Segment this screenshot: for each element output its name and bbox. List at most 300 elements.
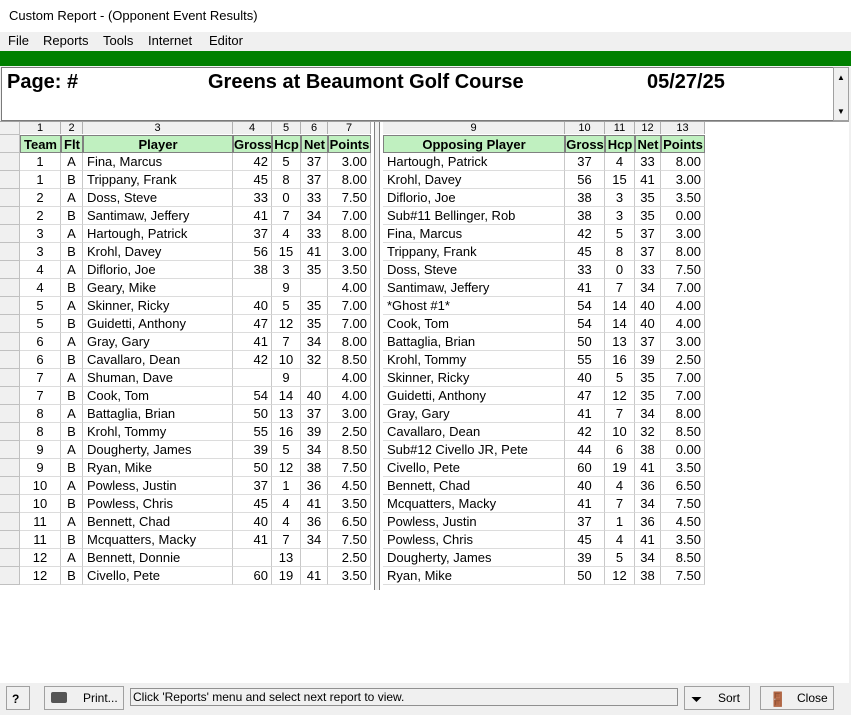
table-cell: 2 bbox=[20, 207, 61, 225]
table-cell: 4 bbox=[20, 261, 61, 279]
table-cell: 4.00 bbox=[661, 315, 705, 333]
table-cell: Mcquatters, Macky bbox=[383, 495, 565, 513]
table-cell: Skinner, Ricky bbox=[83, 297, 233, 315]
table-cell: 40 bbox=[233, 513, 272, 531]
column-header[interactable]: Player bbox=[83, 135, 233, 153]
row-selector[interactable] bbox=[0, 315, 20, 333]
table-cell: 34 bbox=[301, 333, 328, 351]
column-header[interactable]: Hcp bbox=[272, 135, 301, 153]
table-cell: 10 bbox=[272, 351, 301, 369]
table-cell: 5 bbox=[272, 153, 301, 171]
table-cell: 1 bbox=[20, 171, 61, 189]
table-cell: 8 bbox=[20, 423, 61, 441]
row-selector[interactable] bbox=[0, 207, 20, 225]
table-cell: 3.50 bbox=[661, 189, 705, 207]
column-number: 10 bbox=[565, 122, 605, 134]
table-cell: A bbox=[61, 333, 83, 351]
column-header[interactable]: Points bbox=[329, 137, 370, 152]
table-cell: 41 bbox=[301, 567, 328, 585]
table-cell: 7 bbox=[605, 405, 635, 423]
table-cell: 41 bbox=[565, 495, 605, 513]
row-selector[interactable] bbox=[0, 333, 20, 351]
table-cell: B bbox=[61, 387, 83, 405]
table-cell: 44 bbox=[565, 441, 605, 459]
table-cell: 4.50 bbox=[661, 513, 705, 531]
table-cell: Hartough, Patrick bbox=[383, 153, 565, 171]
column-number: 12 bbox=[635, 122, 661, 134]
table-cell: 41 bbox=[635, 171, 661, 189]
row-selector[interactable] bbox=[0, 297, 20, 315]
table-cell: Gray, Gary bbox=[383, 405, 565, 423]
table-cell: 13 bbox=[272, 549, 301, 567]
column-header[interactable]: Flt bbox=[61, 135, 83, 153]
table-cell: 36 bbox=[301, 513, 328, 531]
table-cell: 33 bbox=[301, 189, 328, 207]
table-cell: A bbox=[61, 261, 83, 279]
column-header[interactable]: Team bbox=[20, 135, 61, 153]
table-cell: 35 bbox=[301, 261, 328, 279]
column-number: 11 bbox=[605, 122, 635, 134]
table-cell: Krohl, Tommy bbox=[83, 423, 233, 441]
table-cell: B bbox=[61, 207, 83, 225]
table-cell: 37 bbox=[635, 333, 661, 351]
menu-editor[interactable]: Editor bbox=[209, 33, 243, 48]
table-cell: 41 bbox=[635, 459, 661, 477]
table-cell: 47 bbox=[233, 315, 272, 333]
scroll-up-icon[interactable]: ▲ bbox=[837, 73, 845, 82]
close-label: Close bbox=[797, 691, 828, 705]
table-cell: 42 bbox=[233, 153, 272, 171]
table-cell: 37 bbox=[565, 153, 605, 171]
table-cell: 7 bbox=[20, 369, 61, 387]
table-cell: 32 bbox=[301, 351, 328, 369]
sort-button[interactable] bbox=[684, 686, 750, 710]
table-cell: Krohl, Davey bbox=[383, 171, 565, 189]
table-cell: 41 bbox=[635, 531, 661, 549]
table-cell: 7.50 bbox=[328, 531, 371, 549]
table-cell: Fina, Marcus bbox=[83, 153, 233, 171]
sort-label: Sort bbox=[718, 691, 741, 705]
table-cell: 60 bbox=[565, 459, 605, 477]
menu-bar bbox=[0, 32, 851, 50]
table-cell: 37 bbox=[301, 153, 328, 171]
column-header[interactable]: Points bbox=[661, 135, 705, 153]
column-header[interactable]: Hcp bbox=[605, 135, 635, 153]
table-cell: 7.50 bbox=[328, 189, 371, 207]
table-cell: Trippany, Frank bbox=[83, 171, 233, 189]
table-cell: 39 bbox=[301, 423, 328, 441]
table-cell: A bbox=[61, 405, 83, 423]
status-bar bbox=[0, 683, 851, 715]
table-cell: 13 bbox=[605, 333, 635, 351]
table-cell: 41 bbox=[565, 279, 605, 297]
table-cell: Civello, Pete bbox=[383, 459, 565, 477]
table-cell: 3.00 bbox=[328, 153, 371, 171]
column-number: 1 bbox=[20, 122, 61, 134]
table-cell: Bennett, Chad bbox=[83, 513, 233, 531]
table-cell: 38 bbox=[635, 441, 661, 459]
table-cell: 40 bbox=[565, 369, 605, 387]
table-cell: 33 bbox=[301, 225, 328, 243]
table-cell: 36 bbox=[301, 477, 328, 495]
table-cell: 35 bbox=[635, 387, 661, 405]
table-cell: 35 bbox=[301, 297, 328, 315]
column-number: 2 bbox=[61, 122, 83, 134]
table-cell: 8.00 bbox=[661, 153, 705, 171]
table-cell: B bbox=[61, 351, 83, 369]
table-cell: 34 bbox=[635, 279, 661, 297]
table-cell: 38 bbox=[565, 207, 605, 225]
table-cell: 2.50 bbox=[661, 351, 705, 369]
course-title: Greens at Beaumont Golf Course bbox=[208, 71, 524, 93]
table-cell: B bbox=[61, 315, 83, 333]
table-cell: 7.00 bbox=[328, 297, 371, 315]
table-cell bbox=[233, 279, 272, 297]
column-header[interactable]: Gross bbox=[234, 137, 272, 152]
page-label: Page: # bbox=[7, 71, 79, 93]
table-cell: B bbox=[61, 423, 83, 441]
table-cell: 38 bbox=[565, 189, 605, 207]
row-selector[interactable] bbox=[0, 387, 20, 405]
table-cell: 60 bbox=[233, 567, 272, 585]
table-cell: 10 bbox=[20, 495, 61, 513]
table-cell bbox=[301, 279, 328, 297]
table-cell: 33 bbox=[233, 189, 272, 207]
table-cell: 15 bbox=[272, 243, 301, 261]
table-cell: 19 bbox=[605, 459, 635, 477]
table-cell: 7 bbox=[605, 279, 635, 297]
table-cell: 37 bbox=[301, 171, 328, 189]
row-selector[interactable] bbox=[0, 423, 20, 441]
column-header[interactable]: Net bbox=[635, 135, 661, 153]
column-header[interactable]: Net bbox=[301, 135, 328, 153]
table-cell: 4 bbox=[605, 153, 635, 171]
table-cell: 2.50 bbox=[328, 423, 371, 441]
table-cell: 7 bbox=[20, 387, 61, 405]
table-cell: 34 bbox=[635, 495, 661, 513]
column-number: 3 bbox=[83, 122, 233, 134]
table-cell: 9 bbox=[20, 441, 61, 459]
table-cell: 50 bbox=[565, 567, 605, 585]
table-cell: 54 bbox=[565, 315, 605, 333]
table-cell: 1 bbox=[605, 513, 635, 531]
table-cell: 41 bbox=[233, 531, 272, 549]
table-cell: 3.00 bbox=[661, 171, 705, 189]
table-cell: Mcquatters, Macky bbox=[83, 531, 233, 549]
table-cell: 36 bbox=[635, 477, 661, 495]
table-cell: Bennett, Chad bbox=[383, 477, 565, 495]
table-cell: 7 bbox=[272, 531, 301, 549]
table-cell: Sub#12 Civello JR, Pete bbox=[383, 441, 565, 459]
table-cell: 42 bbox=[233, 351, 272, 369]
table-cell: B bbox=[61, 567, 83, 585]
table-cell: Santimaw, Jeffery bbox=[383, 279, 565, 297]
table-cell: 37 bbox=[565, 513, 605, 531]
table-cell: 3.00 bbox=[328, 405, 371, 423]
table-cell: 50 bbox=[565, 333, 605, 351]
table-cell: 11 bbox=[20, 531, 61, 549]
table-cell: A bbox=[61, 297, 83, 315]
table-cell: A bbox=[61, 477, 83, 495]
table-cell: 7.00 bbox=[661, 369, 705, 387]
table-cell: 40 bbox=[565, 477, 605, 495]
table-cell: 0 bbox=[605, 261, 635, 279]
table-cell: Dougherty, James bbox=[83, 441, 233, 459]
table-cell: 47 bbox=[565, 387, 605, 405]
table-cell: 37 bbox=[635, 225, 661, 243]
table-cell: 10 bbox=[20, 477, 61, 495]
table-cell: 37 bbox=[233, 225, 272, 243]
table-cell: 1 bbox=[20, 153, 61, 171]
table-cell: 14 bbox=[605, 315, 635, 333]
table-cell: Battaglia, Brian bbox=[383, 333, 565, 351]
table-cell: 41 bbox=[301, 243, 328, 261]
table-cell: Sub#11 Bellinger, Rob bbox=[383, 207, 565, 225]
table-cell: 42 bbox=[565, 423, 605, 441]
column-number: 4 bbox=[233, 122, 272, 134]
row-selector[interactable] bbox=[0, 153, 20, 171]
table-cell: 50 bbox=[233, 459, 272, 477]
row-selector[interactable] bbox=[0, 477, 20, 495]
table-cell: 7 bbox=[605, 495, 635, 513]
table-cell: 7.00 bbox=[661, 279, 705, 297]
table-cell: 3 bbox=[20, 243, 61, 261]
table-cell: 38 bbox=[635, 567, 661, 585]
table-cell: 11 bbox=[20, 513, 61, 531]
table-cell: A bbox=[61, 549, 83, 567]
row-selector[interactable] bbox=[0, 225, 20, 243]
print-button[interactable] bbox=[44, 686, 124, 710]
column-number: 6 bbox=[301, 122, 328, 134]
header-scrollbar[interactable] bbox=[833, 67, 849, 121]
table-cell: 4 bbox=[272, 513, 301, 531]
table-cell: 35 bbox=[635, 207, 661, 225]
table-cell: 5 bbox=[20, 315, 61, 333]
row-selector[interactable] bbox=[0, 369, 20, 387]
table-cell: 3.50 bbox=[328, 495, 371, 513]
table-cell: 4 bbox=[272, 495, 301, 513]
table-cell: 3.00 bbox=[661, 333, 705, 351]
table-cell: 50 bbox=[233, 405, 272, 423]
row-selector[interactable] bbox=[0, 567, 20, 585]
table-cell: 0 bbox=[272, 189, 301, 207]
table-cell: 38 bbox=[233, 261, 272, 279]
table-cell: Santimaw, Jeffery bbox=[83, 207, 233, 225]
print-label: Print... bbox=[83, 691, 118, 705]
table-cell: 6 bbox=[20, 351, 61, 369]
table-cell: 12 bbox=[272, 315, 301, 333]
table-cell: 19 bbox=[272, 567, 301, 585]
table-cell: 8.00 bbox=[328, 171, 371, 189]
row-selector[interactable] bbox=[0, 441, 20, 459]
table-cell: Cavallaro, Dean bbox=[383, 423, 565, 441]
table-cell: A bbox=[61, 369, 83, 387]
table-cell: 4.00 bbox=[328, 369, 371, 387]
table-cell: Diflorio, Joe bbox=[383, 189, 565, 207]
table-cell: 7.50 bbox=[328, 459, 371, 477]
row-selector[interactable] bbox=[0, 513, 20, 531]
table-cell: 33 bbox=[565, 261, 605, 279]
row-selector[interactable] bbox=[0, 243, 20, 261]
table-cell: 41 bbox=[233, 207, 272, 225]
row-selector[interactable] bbox=[0, 459, 20, 477]
table-cell: 15 bbox=[605, 171, 635, 189]
table-cell bbox=[301, 549, 328, 567]
table-cell: 55 bbox=[565, 351, 605, 369]
help-button[interactable] bbox=[6, 686, 30, 710]
table-cell: 34 bbox=[301, 531, 328, 549]
table-cell: 3.50 bbox=[328, 261, 371, 279]
table-cell: Powless, Justin bbox=[83, 477, 233, 495]
table-cell: 5 bbox=[605, 225, 635, 243]
table-cell: 7.00 bbox=[328, 207, 371, 225]
row-selector[interactable] bbox=[0, 495, 20, 513]
table-cell: 16 bbox=[272, 423, 301, 441]
table-cell: 7.00 bbox=[661, 387, 705, 405]
table-cell: 3.50 bbox=[661, 531, 705, 549]
table-cell: 34 bbox=[635, 549, 661, 567]
column-number: 7 bbox=[328, 122, 371, 134]
table-cell: 5 bbox=[272, 297, 301, 315]
green-divider bbox=[0, 51, 851, 66]
table-cell: 34 bbox=[301, 207, 328, 225]
table-cell: Skinner, Ricky bbox=[383, 369, 565, 387]
table-cell: *Ghost #1* bbox=[383, 297, 565, 315]
row-selector[interactable] bbox=[0, 261, 20, 279]
table-cell: 2.50 bbox=[328, 549, 371, 567]
scroll-down-icon[interactable]: ▼ bbox=[837, 107, 845, 116]
table-cell: 3.00 bbox=[661, 225, 705, 243]
title-bar bbox=[0, 0, 851, 33]
table-cell: 37 bbox=[301, 405, 328, 423]
table-cell: 12 bbox=[20, 549, 61, 567]
table-cell: 54 bbox=[565, 297, 605, 315]
table-cell: 2 bbox=[20, 189, 61, 207]
row-selector[interactable] bbox=[0, 189, 20, 207]
table-cell: Shuman, Dave bbox=[83, 369, 233, 387]
table-cell: 39 bbox=[635, 351, 661, 369]
table-cell: 7.50 bbox=[661, 261, 705, 279]
table-cell: 3.00 bbox=[328, 243, 371, 261]
table-cell: 40 bbox=[301, 387, 328, 405]
table-cell: 8.00 bbox=[661, 405, 705, 423]
column-header[interactable]: Opposing Player bbox=[383, 135, 565, 153]
row-gutter bbox=[0, 122, 20, 590]
table-cell: 39 bbox=[565, 549, 605, 567]
table-cell: B bbox=[61, 243, 83, 261]
row-selector[interactable] bbox=[0, 531, 20, 549]
table-cell: B bbox=[61, 279, 83, 297]
table-cell: 7 bbox=[272, 333, 301, 351]
report-date: 05/27/25 bbox=[647, 71, 725, 93]
table-cell: 33 bbox=[635, 153, 661, 171]
table-cell: Powless, Justin bbox=[383, 513, 565, 531]
table-cell bbox=[301, 369, 328, 387]
menu-internet[interactable]: Internet bbox=[148, 33, 193, 48]
table-cell: B bbox=[61, 495, 83, 513]
table-cell: 4 bbox=[605, 531, 635, 549]
row-selector[interactable] bbox=[0, 549, 20, 567]
table-cell: A bbox=[61, 513, 83, 531]
table-cell: 56 bbox=[565, 171, 605, 189]
table-cell: 5 bbox=[20, 297, 61, 315]
menu-file[interactable]: File bbox=[8, 33, 29, 48]
table-cell: Cook, Tom bbox=[83, 387, 233, 405]
table-cell: 4.50 bbox=[328, 477, 371, 495]
table-cell: 12 bbox=[605, 567, 635, 585]
table-cell: 3.50 bbox=[328, 567, 371, 585]
sort-funnel-icon: ⏷ bbox=[691, 691, 703, 707]
table-cell: 6 bbox=[605, 441, 635, 459]
table-cell: 37 bbox=[635, 243, 661, 261]
table-cell: 41 bbox=[301, 495, 328, 513]
table-cell: 45 bbox=[233, 495, 272, 513]
table-cell: 40 bbox=[635, 315, 661, 333]
table-cell: 3 bbox=[605, 189, 635, 207]
table-cell: 3 bbox=[605, 207, 635, 225]
table-cell: Krohl, Tommy bbox=[383, 351, 565, 369]
table-cell: 5 bbox=[272, 441, 301, 459]
table-cell: Diflorio, Joe bbox=[83, 261, 233, 279]
row-selector[interactable] bbox=[0, 279, 20, 297]
table-cell: 8 bbox=[272, 171, 301, 189]
table-cell: 9 bbox=[272, 369, 301, 387]
table-cell: 8.00 bbox=[328, 225, 371, 243]
table-cell: 32 bbox=[635, 423, 661, 441]
table-cell: 8.50 bbox=[661, 549, 705, 567]
table-cell: 8.50 bbox=[328, 351, 371, 369]
table-cell: 6.50 bbox=[661, 477, 705, 495]
row-selector[interactable] bbox=[0, 171, 20, 189]
column-header[interactable]: Gross bbox=[566, 137, 604, 152]
table-cell: 10 bbox=[605, 423, 635, 441]
table-cell: Dougherty, James bbox=[383, 549, 565, 567]
table-cell: 3 bbox=[20, 225, 61, 243]
close-button[interactable] bbox=[760, 686, 834, 710]
table-cell: 35 bbox=[635, 189, 661, 207]
table-cell: Doss, Steve bbox=[83, 189, 233, 207]
table-cell: Guidetti, Anthony bbox=[383, 387, 565, 405]
column-number: 5 bbox=[272, 122, 301, 134]
table-cell: A bbox=[61, 153, 83, 171]
table-cell: 38 bbox=[301, 459, 328, 477]
table-cell: 5 bbox=[605, 369, 635, 387]
table-cell: 13 bbox=[272, 405, 301, 423]
table-cell: 7.50 bbox=[661, 495, 705, 513]
table-cell: Fina, Marcus bbox=[383, 225, 565, 243]
table-cell: 3 bbox=[272, 261, 301, 279]
column-splitter[interactable] bbox=[374, 122, 380, 590]
table-cell: 37 bbox=[233, 477, 272, 495]
table-cell: Cook, Tom bbox=[383, 315, 565, 333]
table-cell: 41 bbox=[565, 405, 605, 423]
table-cell: A bbox=[61, 225, 83, 243]
results-grid bbox=[0, 121, 849, 683]
table-cell: 8 bbox=[605, 243, 635, 261]
table-cell: Bennett, Donnie bbox=[83, 549, 233, 567]
menu-tools[interactable]: Tools bbox=[103, 33, 134, 48]
table-cell: 0.00 bbox=[661, 441, 705, 459]
table-cell: Ryan, Mike bbox=[383, 567, 565, 585]
row-selector[interactable] bbox=[0, 351, 20, 369]
table-cell: Krohl, Davey bbox=[83, 243, 233, 261]
table-cell: 55 bbox=[233, 423, 272, 441]
table-cell: A bbox=[61, 441, 83, 459]
row-selector[interactable] bbox=[0, 405, 20, 423]
status-text: Click 'Reports' menu and select next report to view. bbox=[130, 688, 678, 706]
menu-reports[interactable]: Reports bbox=[43, 33, 89, 48]
table-cell: B bbox=[61, 531, 83, 549]
